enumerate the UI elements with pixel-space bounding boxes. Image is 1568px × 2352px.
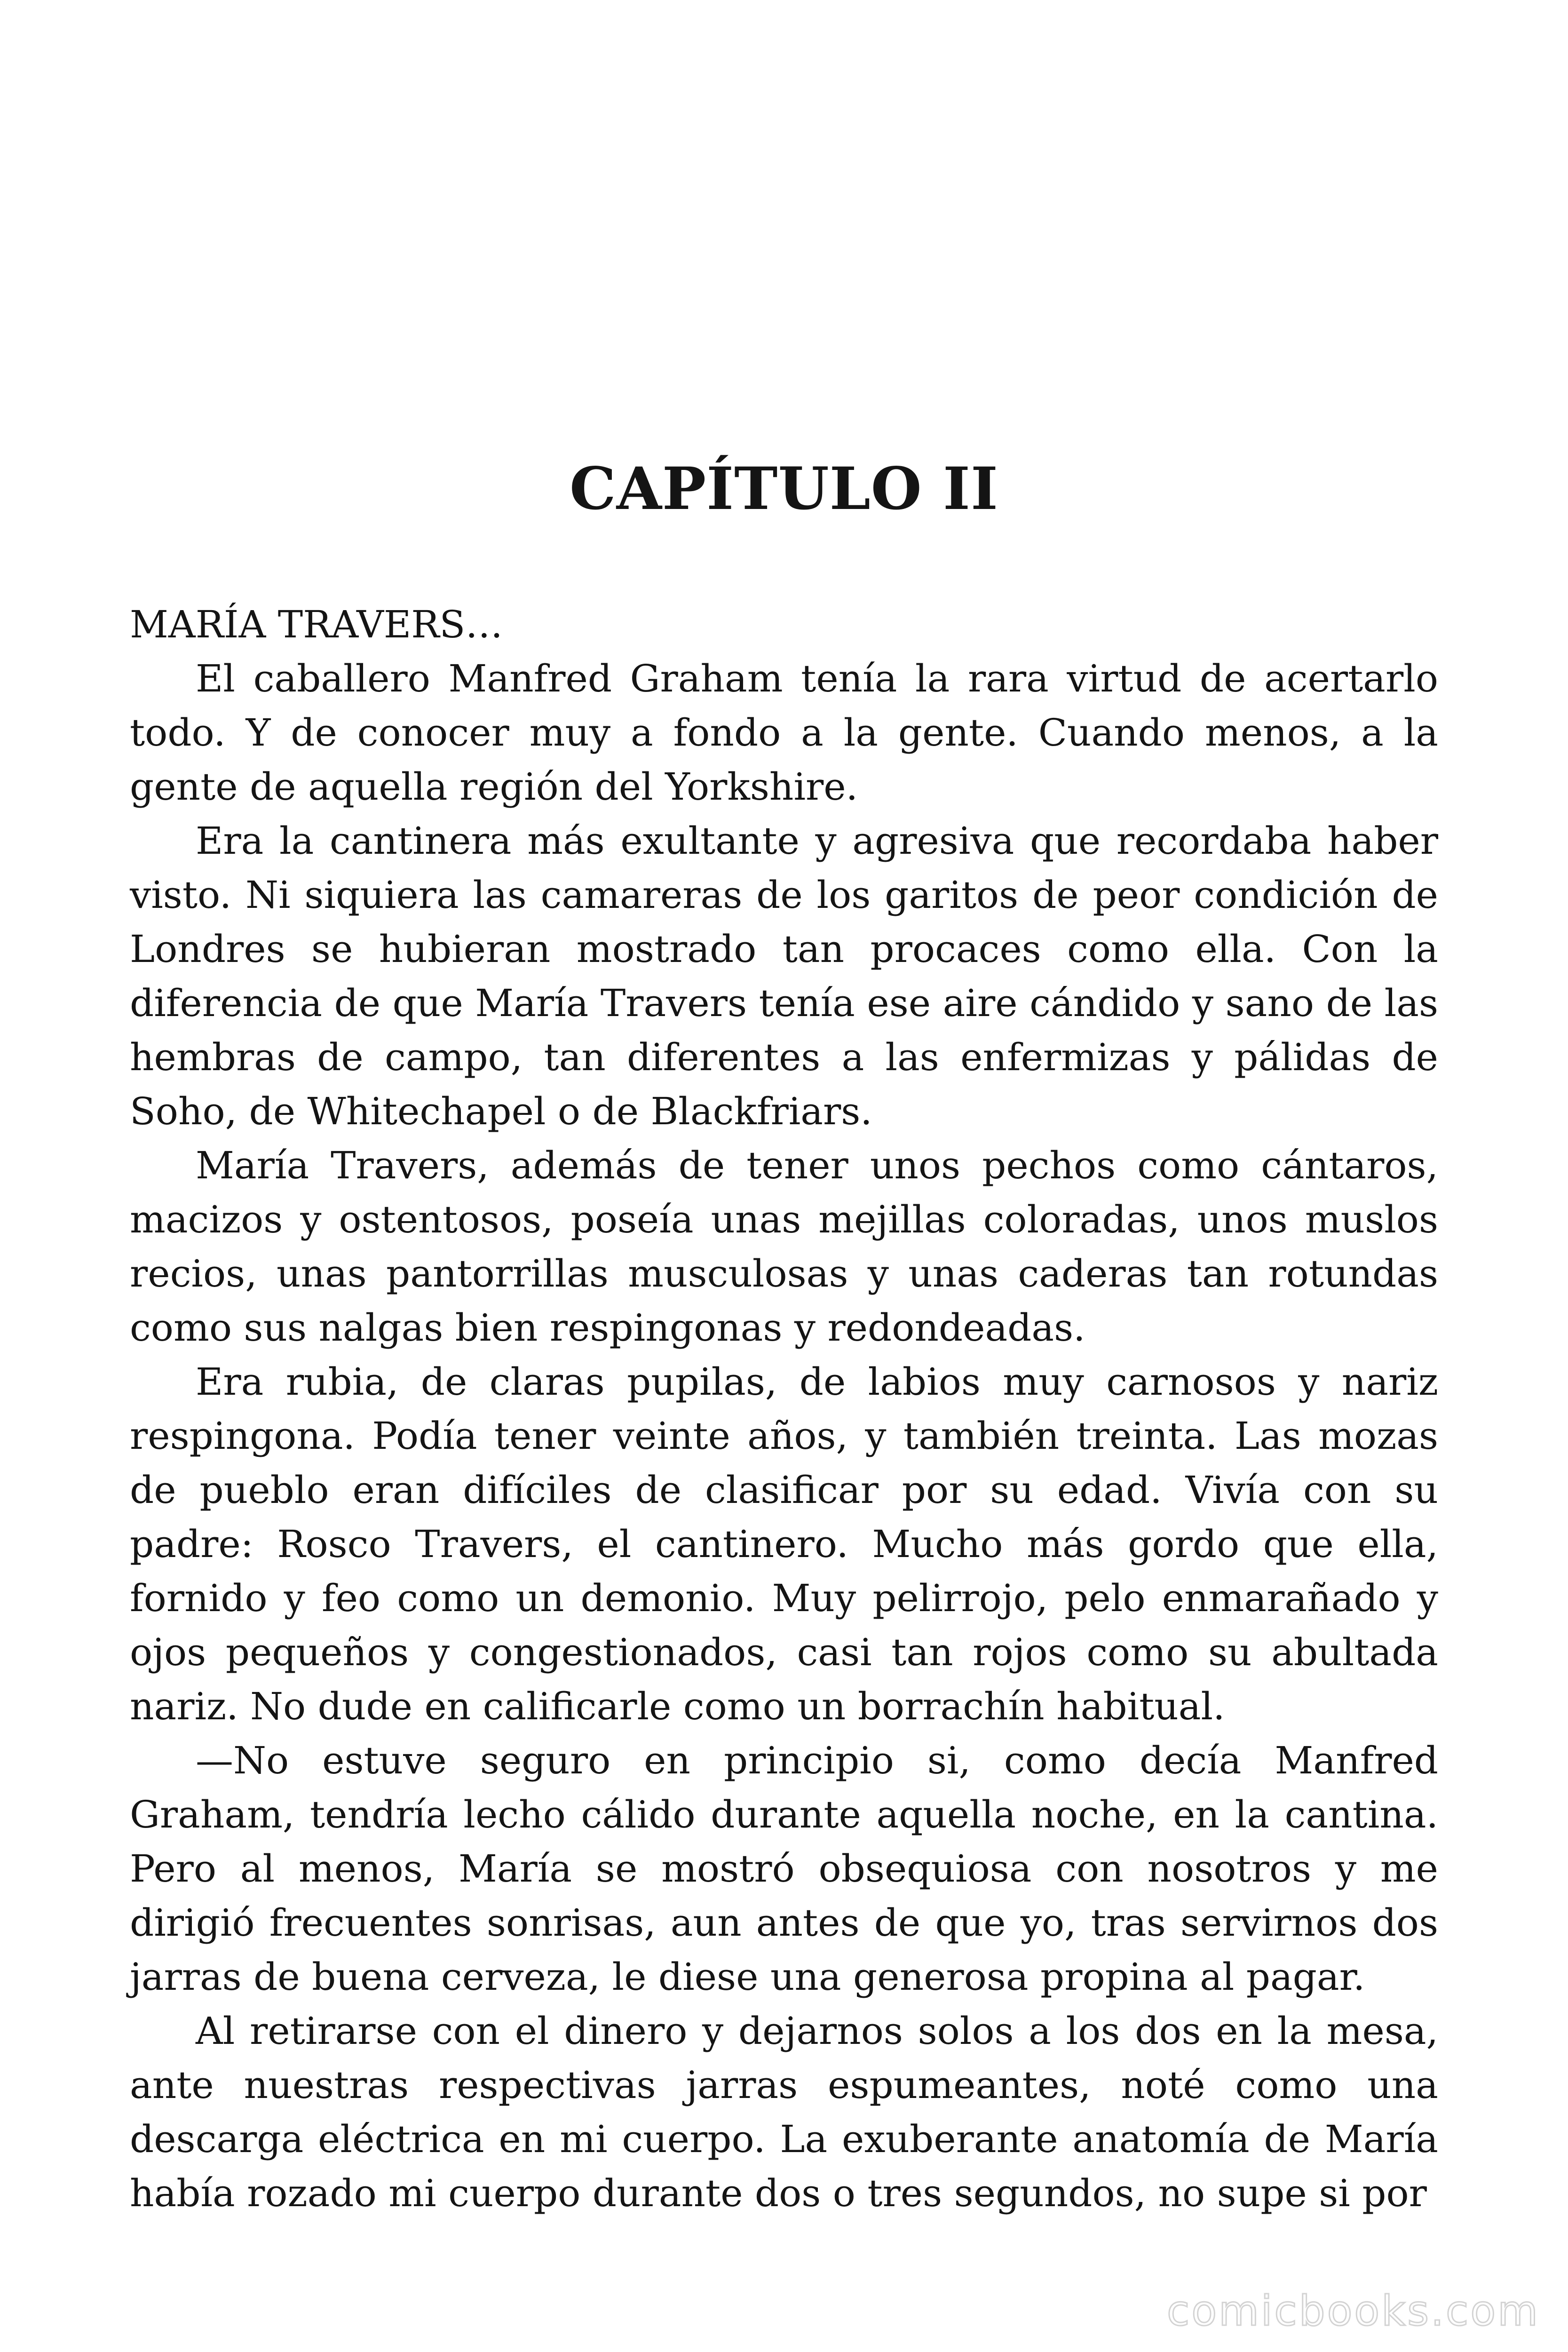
body-text	[130, 597, 1438, 2220]
paragraph: Era la cantinera más exultante y agresiva que recordaba haber visto. Ni siquiera las camareras de los garitos de peor condición de Londres se hubieran mostrado tan procaces como ella. Con la diferencia de que María Travers tenía ese aire cándido y sano de las hembras de campo, tan diferentes a las enfermizas y pálidas de Soho, de Whitechapel o de Blackfriars.	[130, 819, 1438, 1133]
paragraph: —No estuve seguro en principio si, como decía Manfred Graham, tendría lecho cálido durante aquella noche, en la cantina. Pero al menos, María se mostró obsequiosa con nosotros y me dirigió frecuentes sonrisas, aun antes de que yo, tras servirnos dos jarras de buena cerveza, le diese una generosa propina al pagar.	[130, 1739, 1438, 1999]
paragraph: El caballero Manfred Graham tenía la rara virtud de acertarlo todo. Y de conocer muy a fondo a la gente. Cuando menos, a la gente de aquella región del Yorkshire.	[130, 657, 1438, 809]
watermark: comicbooks.com	[1166, 2287, 1540, 2335]
chapter-title: CAPÍTULO II	[570, 455, 998, 523]
paragraph: Era rubia, de claras pupilas, de labios muy carnosos y nariz respingona. Podía tener veinte años, y también treinta. Las mozas de pueblo eran difíciles de clasificar por su edad. Vivía con su padre: Rosco Travers, el cantinero. Mucho más gordo que ella, fornido y feo como un demonio. Muy pelirrojo, pelo enmarañado y ojos pequeños y congestionados, casi tan rojos como su abultada nariz. No dude en calificarle como un borrachín habitual.	[130, 1360, 1438, 1728]
paragraph: Al retirarse con el dinero y dejarnos solos a los dos en la mesa, ante nuestras respectivas jarras espumeantes, noté como una descarga eléctrica en mi cuerpo. La exuberante anatomía de María había rozado mi cuerpo durante dos o tres segundos, no supe si por	[130, 2009, 1438, 2215]
paragraph: María Travers, además de tener unos pechos como cántaros, macizos y ostentosos, poseía unas mejillas coloradas, unos muslos recios, unas pantorrillas musculosas y unas caderas tan rotundas como sus nalgas bien respingonas y redondeadas.	[130, 1144, 1438, 1350]
opening-line: MARÍA TRAVERS…	[130, 603, 503, 646]
